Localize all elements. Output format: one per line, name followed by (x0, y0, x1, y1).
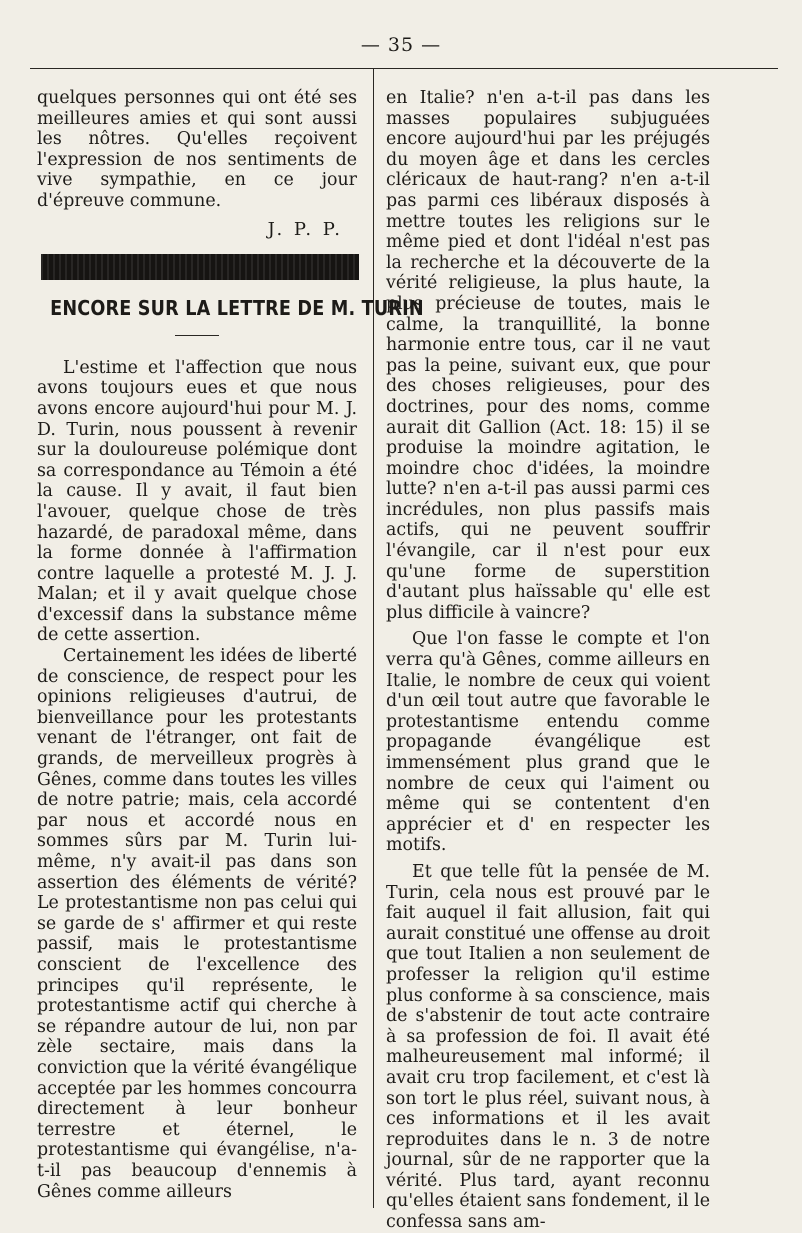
page-number: — 35 — (360, 34, 442, 56)
article-paragraph-2: Certainement les idées de liberté de conscience, de respect pour les opinions religieuses d'autrui, de bienveillance pour les protestants venant de l'étranger, ont fait de grands, de merveilleux progrès à Gênes, comme dans toutes les villes de notre patrie; mais, cela accordé par nous et accordé nous en sommes sûrs par M. Turin lui-même, n'y avait-il pas dans son assertion des éléments de vérité? Le protestantisme non pas celui qui se garde de s' affirmer et qui reste passif, mais le protestantisme conscient de l'excellence des principes qu'il représente, le protestantisme actif qui cherche à se répandre autour de lui, non par zèle sectaire, mais dans la conviction que la vérité évangélique acceptée par les hommes concourra directement à leur bonheur terrestre et éternel, le protestantisme qui évangélise, n'a-t-il pas beaucoup d'ennemis à Gênes comme ailleurs (37, 646, 357, 1202)
article-heading: ENCORE SUR LA LETTRE DE M. TURIN (50, 296, 424, 321)
section-separator-band (41, 254, 359, 280)
left-column (37, 88, 424, 1202)
article-paragraph-3: Que l'on fasse le compte et l'on verra qu'à Gênes, comme ailleurs en Italie, le nombre de ceux qui voient d'un œil tout autre que favorable le protestantisme entendu comme propagande évangélique est immensément plus grand que le nombre de ceux qui l'aiment ou même qui se contentent d'en apprécier et d' en respecter les motifs. (386, 629, 710, 856)
intro-paragraph: quelques personnes qui ont été ses meilleures amies et qui sont aussi les nôtres. Qu'elles reçoivent l'expression de nos sentiments de vive sympathie, en ce jour d'épreuve commune. (37, 88, 357, 211)
article-paragraph-1: L'estime et l'affection que nous avons toujours eues et que nous avons encore aujourd'hui pour M. J. D. Turin, nous poussent à revenir sur la douloureuse polémique dont sa correspondance au Témoin a été la cause. Il y avait, il faut bien l'avouer, quelque chose de très hazardé, de paradoxal même, dans la forme donnée à l'affirmation contre laquelle a protesté M. J. J. Malan; et il y avait quelque chose d'excessif dans la substance même de cette assertion. (37, 357, 357, 646)
header-rule (30, 68, 778, 69)
column-divider (373, 68, 374, 1208)
heading-dash (175, 335, 219, 336)
article-paragraph-4: Et que telle fût la pensée de M. Turin, cela nous est prouvé par le fait auquel il fait allusion, fait qui aurait constitué une offense au droit que tout Italien a non seulement de professer la religion qu'il estime plus conforme à sa conscience, mais de s'abstenir de tout acte contraire à sa profession de foi. Il avait été malheureusement mal informé; il avait cru trop facilement, et c'est là son tort le plus réel, suivant nous, à ces informations et il les avait reproduites dans le n. 3 de notre journal, sûr de ne rapporter que la vérité. Plus tard, ayant reconnu qu'elles étaient sans fondement, il le confessa sans am- (386, 861, 710, 1233)
article-continuation: en Italie? n'en a-t-il pas dans les masses populaires subjuguées encore aujourd'hui par les préjugés du moyen âge et dans les cercles cléricaux de haut-rang? n'en a-t-il pas parmi ces libéraux disposés à mettre toutes les religions sur le même pied et dont l'idéal n'est pas la recherche et la découverte de la vérité religieuse, la plus haute, la plus précieuse de toutes, mais le calme, la tranquillité, la bonne harmonie entre tous, car il ne vaut pas la peine, suivant eux, que pour des choses religieuses, pour des doctrines, pour des noms, comme aurait dit Gallion (Act. 18: 15) il se produise la moindre agitation, le moindre choc d'idées, la moindre lutte? n'en a-t-il pas aussi parmi ces incrédules, non plus passifs mais actifs, qui ne peuvent souffrir l'évangile, car il n'est pour eux qu'une forme de superstition d'autant plus haïssable qu' elle est plus difficile à vaincre? (386, 88, 710, 623)
signature: J. P. P. (267, 218, 343, 240)
right-column (386, 88, 710, 1233)
